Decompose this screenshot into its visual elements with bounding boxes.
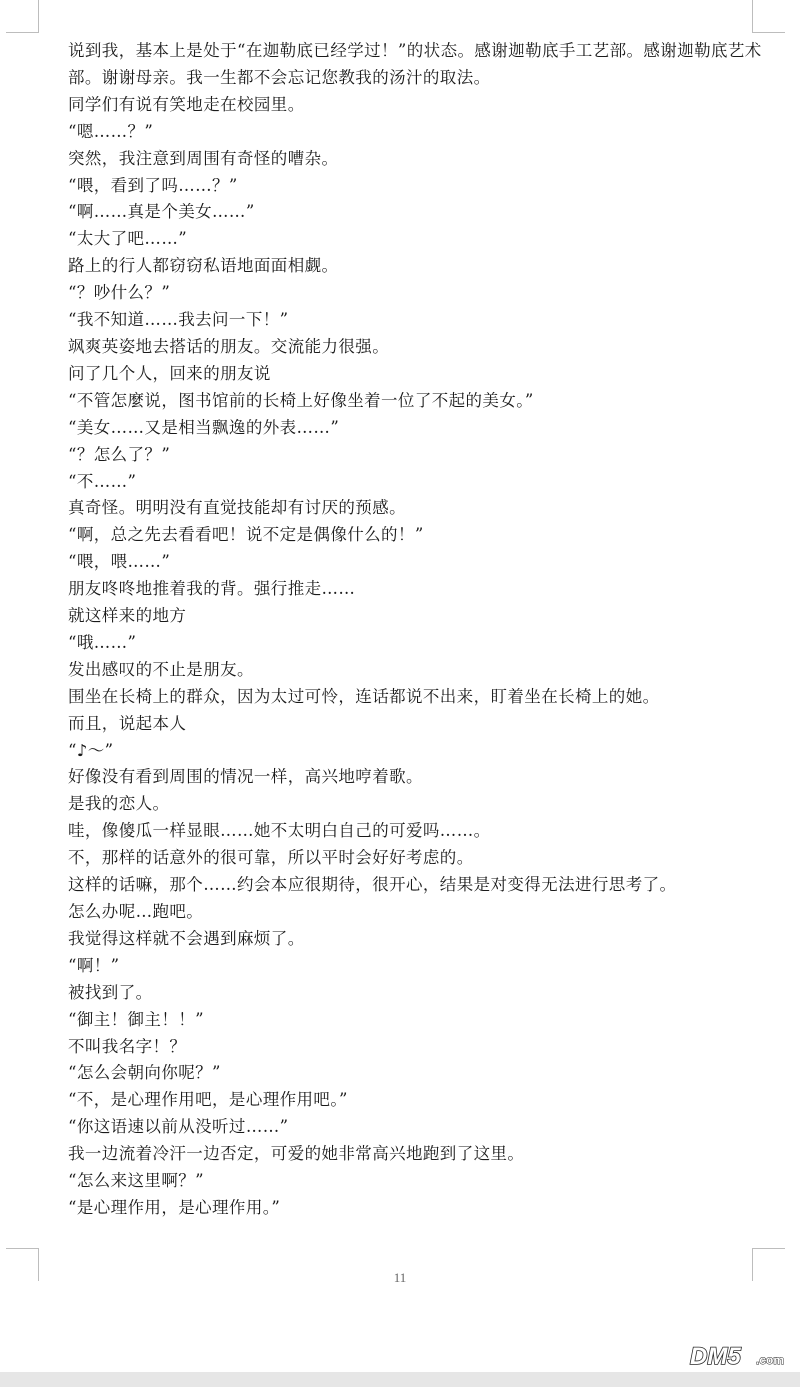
paragraph: “哦……” [68, 632, 137, 652]
paragraph: 同学们有说有笑地走在校园里。 [68, 94, 305, 114]
body-text [68, 38, 764, 1222]
paragraph: “喂，喂……” [68, 552, 171, 572]
paragraph: “嗯……？” [68, 121, 154, 141]
paragraph: 围坐在长椅上的群众，因为太过可怜，连话都说不出来，盯着坐在长椅上的她。 [68, 686, 660, 706]
footer-strip [0, 1372, 800, 1387]
crop-mark-top-right [752, 0, 785, 33]
paragraph: 发出感叹的不止是朋友。 [68, 659, 254, 679]
paragraph: 路上的行人都窃窃私语地面面相觑。 [68, 256, 339, 276]
paragraph: “不管怎麼说，图书馆前的长椅上好像坐着一位了不起的美女。” [68, 390, 534, 410]
paragraph: “不……” [68, 471, 137, 491]
paragraph: 是我的恋人。 [68, 794, 170, 814]
watermark-suffix-text: .com [756, 1353, 785, 1367]
site-watermark [688, 1342, 792, 1368]
paragraph: 被找到了。 [68, 982, 153, 1002]
watermark-brand-text: DM5 [690, 1343, 741, 1368]
paragraph: “不，是心理作用吧，是心理作用吧。” [68, 1090, 348, 1110]
paragraph: “？怎么了？” [68, 444, 171, 464]
paragraph: “你这语速以前从没听过……” [68, 1117, 289, 1137]
paragraph: “啊，总之先去看看吧！说不定是偶像什么的！” [68, 525, 424, 545]
paragraph: “怎么来这里啊？” [68, 1171, 204, 1191]
paragraph: “喂，看到了吗……？” [68, 175, 238, 195]
crop-mark-top-left [6, 0, 39, 33]
watermark-logo [688, 1342, 792, 1368]
paragraph: “我不知道……我去问一下！” [68, 310, 289, 330]
paragraph: “♪～” [68, 740, 114, 760]
paragraph: “？吵什么？” [68, 283, 171, 303]
paragraph: 真奇怪。明明没有直觉技能却有讨厌的预感。 [68, 498, 406, 518]
paragraph: “太大了吧……” [68, 229, 188, 249]
paragraph: 好像没有看到周围的情况一样，高兴地哼着歌。 [68, 767, 423, 787]
paragraph: 问了几个人，回来的朋友说 [68, 363, 271, 383]
paragraph: 突然，我注意到周围有奇怪的嘈杂。 [68, 148, 339, 168]
paragraph: 我觉得这样就不会遇到麻烦了。 [68, 928, 305, 948]
paragraph: 而且，说起本人 [68, 713, 187, 733]
paragraph: 不叫我名字！？ [68, 1036, 187, 1056]
paragraph: “怎么会朝向你呢？” [68, 1063, 221, 1083]
paragraph: “啊！” [68, 955, 120, 975]
paragraph: 这样的话嘛，那个……约会本应很期待，很开心，结果是对变得无法进行思考了。 [68, 875, 677, 895]
paragraph: 怎么办呢…跑吧。 [68, 902, 204, 921]
paragraph: 我一边流着冷汗一边否定，可爱的她非常高兴地跑到了这里。 [68, 1144, 525, 1164]
paragraph: “是心理作用，是心理作用。” [68, 1197, 281, 1217]
paragraph: 朋友咚咚地推着我的背。强行推走…… [68, 579, 356, 599]
paragraph: 哇，像傻瓜一样显眼……她不太明白自己的可爱吗……。 [68, 821, 491, 841]
page-number: 11 [393, 1270, 407, 1285]
paragraph: “御主！御主！！” [68, 1009, 204, 1029]
paragraph: 不，那样的话意外的很可靠，所以平时会好好考虑的。 [68, 848, 474, 868]
paragraph: “啊……真是个美女……” [68, 202, 255, 222]
paragraph: 说到我，基本上是处于“在迦勒底已经学过！”的状态。感谢迦勒底手工艺部。感谢迦勒底艺术部。谢谢母亲。我一生都不会忘记您教我的汤汁的取法。 [68, 41, 762, 87]
paragraph: 就这样来的地方 [68, 606, 187, 626]
paragraph: “美女……又是相当飘逸的外表……” [68, 417, 340, 437]
paragraph: 飒爽英姿地去搭话的朋友。交流能力很强。 [68, 336, 390, 356]
